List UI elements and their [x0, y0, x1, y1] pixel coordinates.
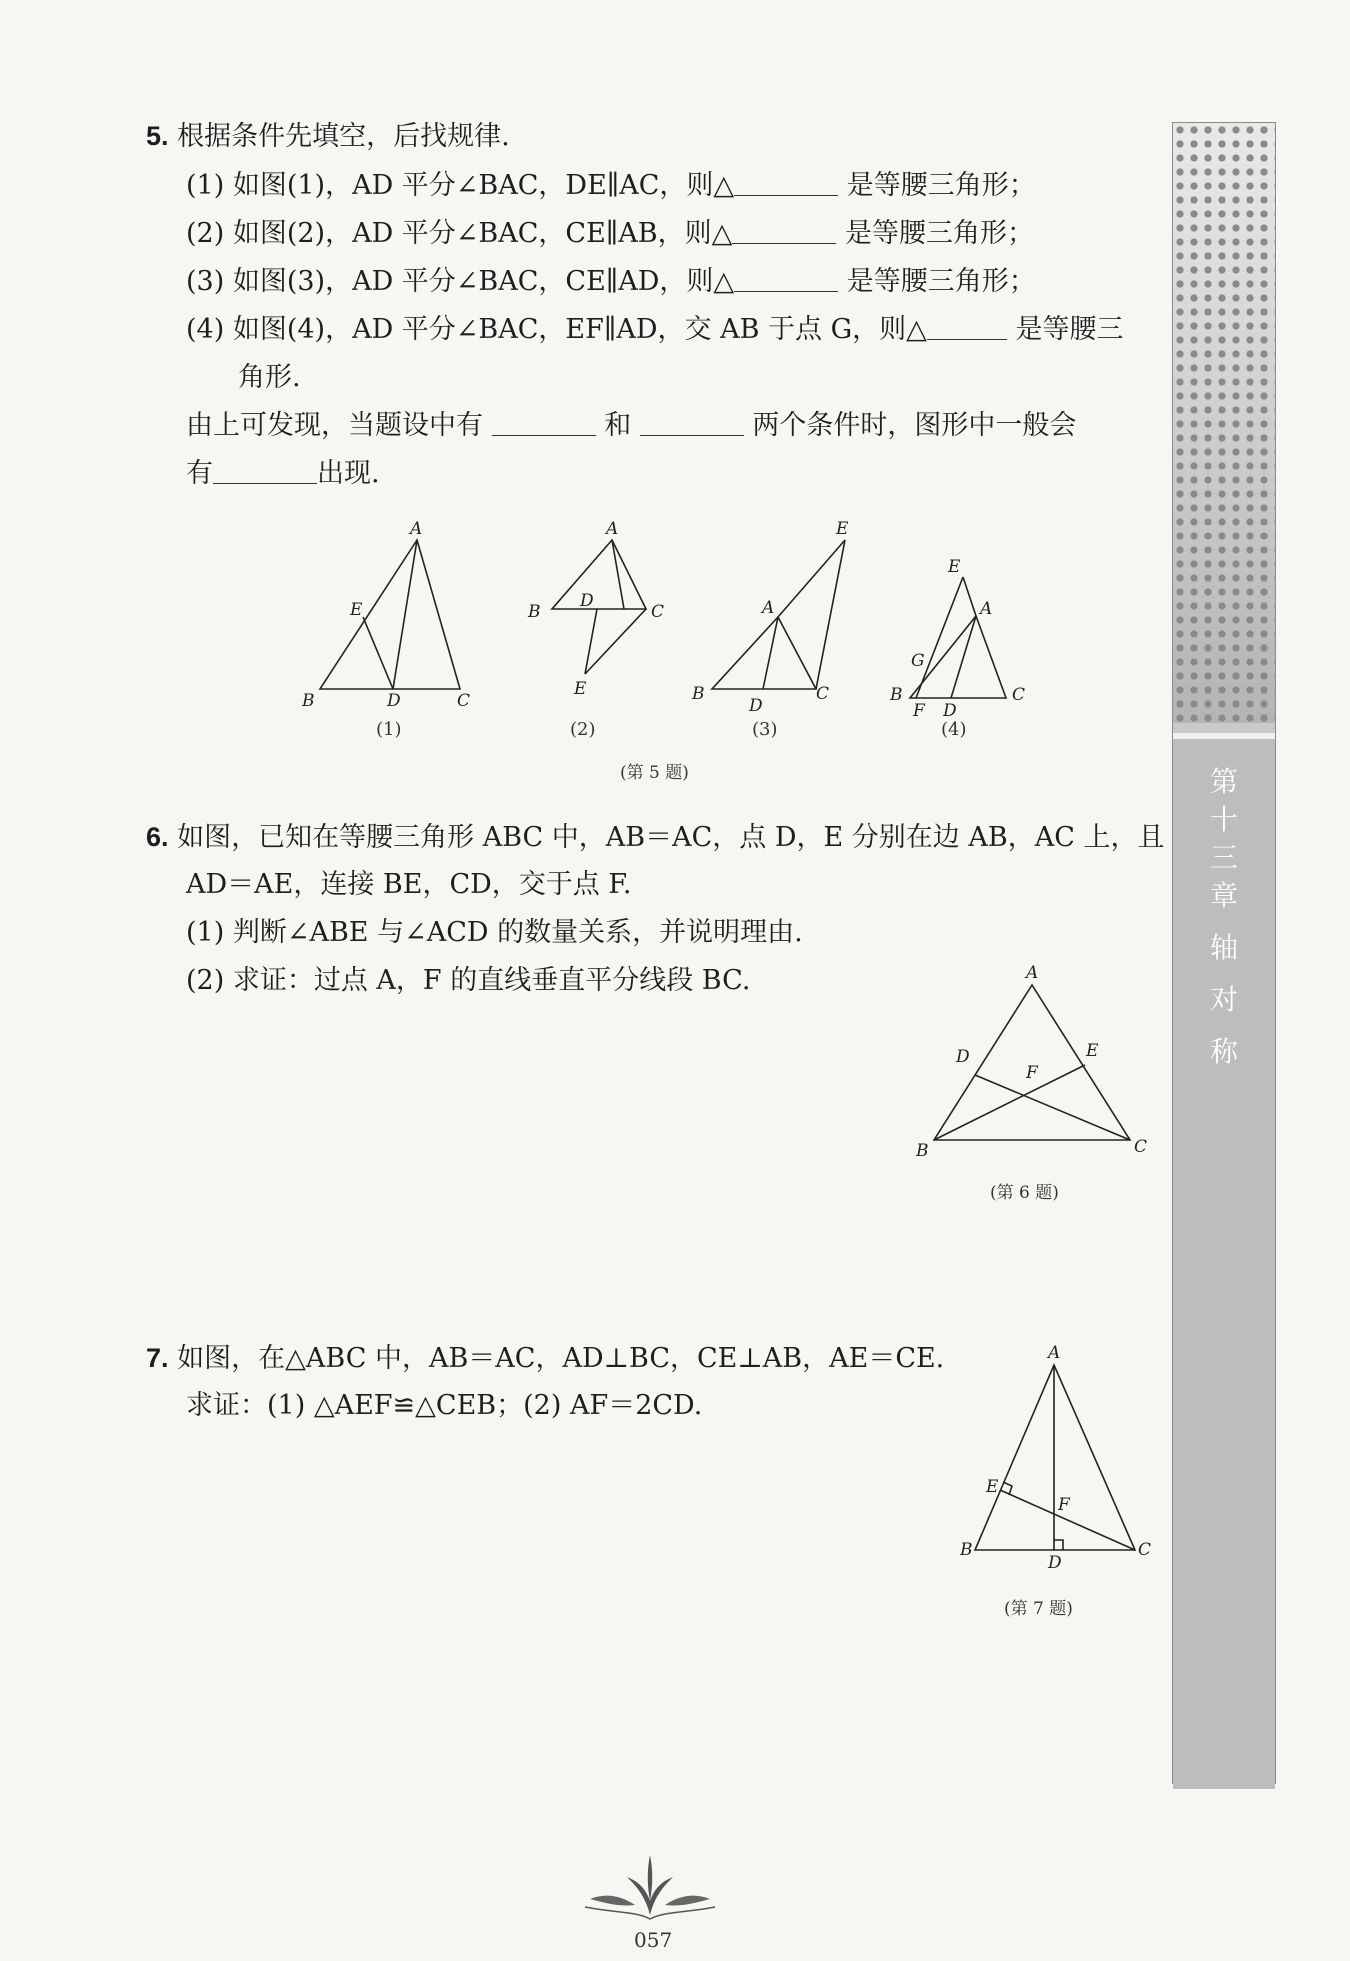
label-a: A [606, 519, 619, 539]
label-f: F [913, 701, 925, 721]
segment-be [934, 1065, 1085, 1140]
q6-line2: AD＝AE，连接 BE，CD，交于点 F. [186, 869, 632, 900]
label-b: B [692, 684, 705, 704]
q5-summary [186, 406, 1076, 446]
fig-1-label: (1) [376, 719, 402, 740]
q5-summary-and: 和 [604, 410, 632, 441]
label-b: B [916, 1141, 929, 1161]
q5-part3-text: (3) 如图(3)，AD 平分∠BAC，CE∥AD，则△ [186, 266, 735, 297]
q5-part2 [186, 214, 1034, 254]
label-d: D [749, 696, 763, 716]
answer-blank[interactable] [732, 215, 836, 244]
q5-part2-text: (2) 如图(2)，AD 平分∠BAC，CE∥AB，则△ [186, 218, 733, 249]
right-angle-d [1054, 1540, 1063, 1550]
answer-blank[interactable] [734, 263, 838, 292]
label-a: A [762, 598, 775, 618]
answer-blank[interactable] [640, 407, 744, 436]
q5-text: 根据条件先填空，后找规律. [177, 121, 510, 152]
answer-blank[interactable] [927, 311, 1007, 340]
label-e: E [836, 519, 849, 539]
q7-caption: (第 7 题) [1004, 1599, 1073, 1619]
chapter-title [1173, 763, 1275, 1071]
label-c: C [816, 684, 830, 704]
q5-part4-text: (4) 如图(4)，AD 平分∠BAC，EF∥AD，交 AB 于点 G，则△ [186, 314, 927, 345]
label-c: C [1134, 1137, 1148, 1157]
answer-blank[interactable] [734, 167, 838, 196]
q5-summary-end: 出现. [317, 458, 380, 489]
fig-3-label: (3) [752, 719, 778, 740]
q7-heading [146, 1338, 944, 1379]
chapter-char: 对 [1209, 983, 1238, 1016]
q5-number: 5. [146, 121, 169, 151]
label-a: A [1048, 1343, 1061, 1363]
label-c: C [1012, 685, 1026, 705]
segment-ae [778, 540, 845, 617]
chapter-char: 称 [1209, 1035, 1238, 1068]
fig-2-label: (2) [570, 719, 596, 740]
label-c: C [651, 602, 665, 622]
segment-ce [816, 540, 845, 689]
label-d: D [387, 691, 401, 711]
label-b: B [302, 691, 315, 711]
label-a: A [980, 599, 993, 619]
chapter-char: 轴 [1209, 931, 1238, 964]
label-b: B [960, 1540, 973, 1560]
label-e: E [1086, 1041, 1099, 1061]
q5-heading [146, 116, 510, 157]
triangle-abc [320, 540, 460, 689]
label-b: B [528, 602, 541, 622]
answer-blank[interactable] [492, 407, 596, 436]
q7-line2: 求证：(1) △AEF≌△CEB；(2) AF＝2CD. [186, 1390, 703, 1421]
label-e: E [986, 1477, 999, 1497]
q6-caption: (第 6 题) [990, 1183, 1059, 1203]
label-f: F [1026, 1063, 1038, 1083]
q6-line1: 如图，已知在等腰三角形 ABC 中，AB＝AC，点 D，E 分别在边 AB，AC 上，且 [177, 822, 1165, 853]
q7-line1: 如图，在△ABC 中，AB＝AC，AD⊥BC，CE⊥AB，AE＝CE. [177, 1343, 945, 1374]
q6-heading [146, 817, 1164, 858]
segment-ea [963, 577, 976, 616]
q5-summary-you: 有 [186, 458, 213, 489]
q5-part1-tail: 是等腰三角形； [846, 170, 1036, 201]
q5-part4-tail: 是等腰三 [1015, 314, 1124, 345]
label-b: B [890, 685, 903, 705]
label-d: D [1048, 1553, 1062, 1573]
q5-part3-tail: 是等腰三角形； [846, 266, 1036, 297]
label-c: C [457, 691, 471, 711]
answer-blank[interactable] [213, 455, 317, 484]
label-e: E [948, 557, 961, 577]
chapter-char: 十 [1209, 803, 1238, 836]
chapter-char: 章 [1209, 879, 1238, 912]
segment-ad [393, 540, 417, 689]
page-number: 057 [634, 1928, 673, 1952]
q5-part1-text: (1) 如图(1)，AD 平分∠BAC，DE∥AC，则△ [186, 170, 735, 201]
leaf-ornament-icon [575, 1815, 725, 1925]
q5-caption: (第 5 题) [620, 763, 689, 783]
chapter-side-tab [1172, 122, 1276, 1784]
q7-number: 7. [146, 1343, 169, 1373]
label-d: D [943, 701, 957, 721]
triangle-abc [975, 1365, 1135, 1550]
q5-summary-text: 由上可发现，当题设中有 [186, 410, 483, 441]
label-a: A [410, 519, 423, 539]
q5-part2-tail: 是等腰三角形； [844, 218, 1034, 249]
q5-summary-cont [186, 454, 380, 494]
q5-part1 [186, 166, 1036, 206]
segment-ad [763, 617, 778, 689]
segment-de [363, 617, 393, 689]
q6-part1: (1) 判断∠ABE 与∠ACD 的数量关系，并说明理由. [186, 917, 803, 948]
label-c: C [1138, 1540, 1152, 1560]
q5-part3 [186, 262, 1036, 302]
chapter-char: 三 [1209, 841, 1238, 874]
q5-summary-tail: 两个条件时，图形中一般会 [752, 410, 1077, 441]
q5-part4 [186, 310, 1124, 350]
label-a: A [1026, 963, 1039, 983]
tab-dot-pattern [1173, 123, 1275, 723]
segment-ad [951, 616, 976, 698]
q6-number: 6. [146, 822, 169, 852]
triangle-abc [712, 617, 816, 689]
chapter-char: 第 [1209, 765, 1238, 798]
triangle-abc [552, 540, 646, 609]
fig-4-label: (4) [941, 719, 967, 740]
label-d: D [580, 591, 594, 611]
segment-ce [585, 609, 646, 674]
label-e: E [574, 679, 587, 699]
label-d: D [956, 1047, 970, 1067]
label-e: E [350, 600, 363, 620]
q6-part2: (2) 求证：过点 A，F 的直线垂直平分线段 BC. [186, 965, 751, 996]
segment-ad [612, 540, 624, 609]
q5-part4-cont: 角形. [238, 362, 301, 393]
label-f: F [1058, 1495, 1070, 1515]
label-g: G [911, 651, 925, 671]
